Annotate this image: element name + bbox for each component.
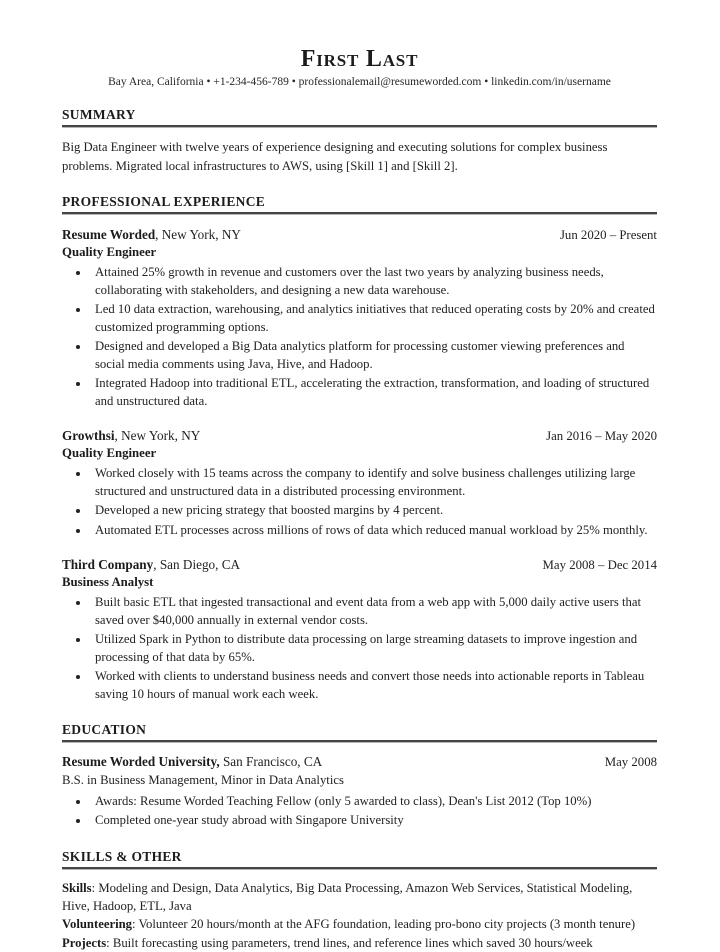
volunteering-text: : Volunteer 20 hours/month at the AFG foundation, leading pro-bono city projects (3 month tenure) xyxy=(132,917,636,932)
job-bullet-list xyxy=(62,594,657,703)
company-line xyxy=(62,227,241,244)
job-role: Quality Engineer xyxy=(62,245,157,260)
education-entry xyxy=(62,754,657,829)
skills-text: : Modeling and Design, Data Analytics, Big Data Processing, Amazon Web Services, Statistical Modeling, Hive, Hadoop, ETL, Java xyxy=(62,880,633,913)
contact-line: Bay Area, California • +1-234-456-789 • professionalemail@resumeworded.com • linkedin.com/in/username xyxy=(108,76,611,89)
candidate-name: First Last xyxy=(300,46,419,72)
experience-section-title: PROFESSIONAL EXPERIENCE xyxy=(62,194,657,214)
skills-section-title: SKILLS & OTHER xyxy=(62,849,657,869)
job-location: , New York, NY xyxy=(155,227,241,243)
job-dates: Jan 2016 – May 2020 xyxy=(546,429,657,444)
projects-line xyxy=(62,934,657,952)
job-header-row xyxy=(62,557,657,574)
summary-section-title: SUMMARY xyxy=(62,107,657,127)
bullet-item: • Led 10 data extraction, warehousing, and analytics initiatives that reduced operating costs by 20% and created customized programming options. xyxy=(90,301,657,336)
company-line xyxy=(62,557,240,574)
section-experience xyxy=(62,194,657,703)
job-role: Business Analyst xyxy=(62,575,154,590)
bullet-item: • Integrated Hadoop into traditional ETL, accelerating the extraction, transformation, and loading of structured and unstructured data. xyxy=(90,375,657,410)
job-location: , New York, NY xyxy=(114,428,201,444)
company-name: Resume Worded xyxy=(62,227,156,243)
bullet-item: • Worked with clients to understand business needs and convert those needs into actionable reports in Tableau saving 10 hours of manual work each week. xyxy=(90,668,657,703)
bullet-item: • Built basic ETL that ingested transactional and event data from a web app with 5,000 daily active users that saved over $40,000 annually in external vendor costs. xyxy=(90,594,657,629)
education-dates: May 2008 xyxy=(604,755,657,770)
summary-text: Big Data Engineer with twelve years of experience designing and executing solutions for complex business problems. Migrated local infrastructures to AWS, using [Skill 1] and [Skill 2]. xyxy=(62,140,608,173)
skills-block xyxy=(62,879,657,952)
bullet-item: • Completed one-year study abroad with Singapore University xyxy=(90,812,657,830)
job-header-row xyxy=(62,428,657,445)
job-bullet-list xyxy=(62,264,657,410)
skills-label: Skills xyxy=(62,880,92,895)
projects-label: Projects xyxy=(62,935,107,950)
bullet-item: • Worked closely with 15 teams across the company to identify and solve business challenges utilizing large structured and unstructured data in a distributed processing environment. xyxy=(90,465,657,500)
bullet-item: • Designed and developed a Big Data analytics platform for processing customer viewing preferences and social media comments using Java, Hive, and Hadoop. xyxy=(90,338,657,373)
section-summary xyxy=(62,107,657,175)
company-name: Third Company xyxy=(62,557,154,573)
job-entry xyxy=(62,557,657,703)
education-header-row xyxy=(62,754,657,771)
projects-text: : Built forecasting using parameters, trend lines, and reference lines which saved 30 hours/week xyxy=(106,935,593,950)
job-dates: Jun 2020 – Present xyxy=(559,228,657,243)
section-education xyxy=(62,722,657,829)
skills-line xyxy=(62,879,657,916)
job-location: , San Diego, CA xyxy=(153,557,241,573)
job-role: Quality Engineer xyxy=(62,446,157,461)
school-name: Resume Worded University, xyxy=(62,754,220,770)
job-bullet-list xyxy=(62,465,657,539)
job-dates: May 2008 – Dec 2014 xyxy=(542,558,657,573)
section-skills xyxy=(62,849,657,952)
school-line xyxy=(62,754,322,771)
education-bullet-list xyxy=(62,793,657,830)
volunteering-label: Volunteering xyxy=(62,917,133,932)
job-header-row xyxy=(62,227,657,244)
company-line xyxy=(62,428,200,445)
bullet-item: • Developed a new pricing strategy that boosted margins by 4 percent. xyxy=(90,502,657,520)
job-entry xyxy=(62,428,657,539)
bullet-item: • Utilized Spark in Python to distribute data processing on large streaming datasets to improve ingestion and processing of that data by 65%. xyxy=(90,631,657,666)
education-section-title: EDUCATION xyxy=(62,722,657,742)
school-location: San Francisco, CA xyxy=(219,754,323,770)
volunteering-line xyxy=(62,915,657,933)
bullet-item: • Awards: Resume Worded Teaching Fellow (only 5 awarded to class), Dean's List 2012 (Top 10%) xyxy=(90,793,657,811)
company-name: Growthsi xyxy=(62,428,115,444)
bullet-item: • Attained 25% growth in revenue and customers over the last two years by analyzing business needs, collaborating with stakeholders, and designing a new data warehouse. xyxy=(90,264,657,299)
job-entry xyxy=(62,227,657,410)
bullet-item: • Automated ETL processes across millions of rows of data which reduced manual workload by 25% monthly. xyxy=(90,522,657,540)
degree-line: B.S. in Business Management, Minor in Data Analytics xyxy=(62,773,344,788)
